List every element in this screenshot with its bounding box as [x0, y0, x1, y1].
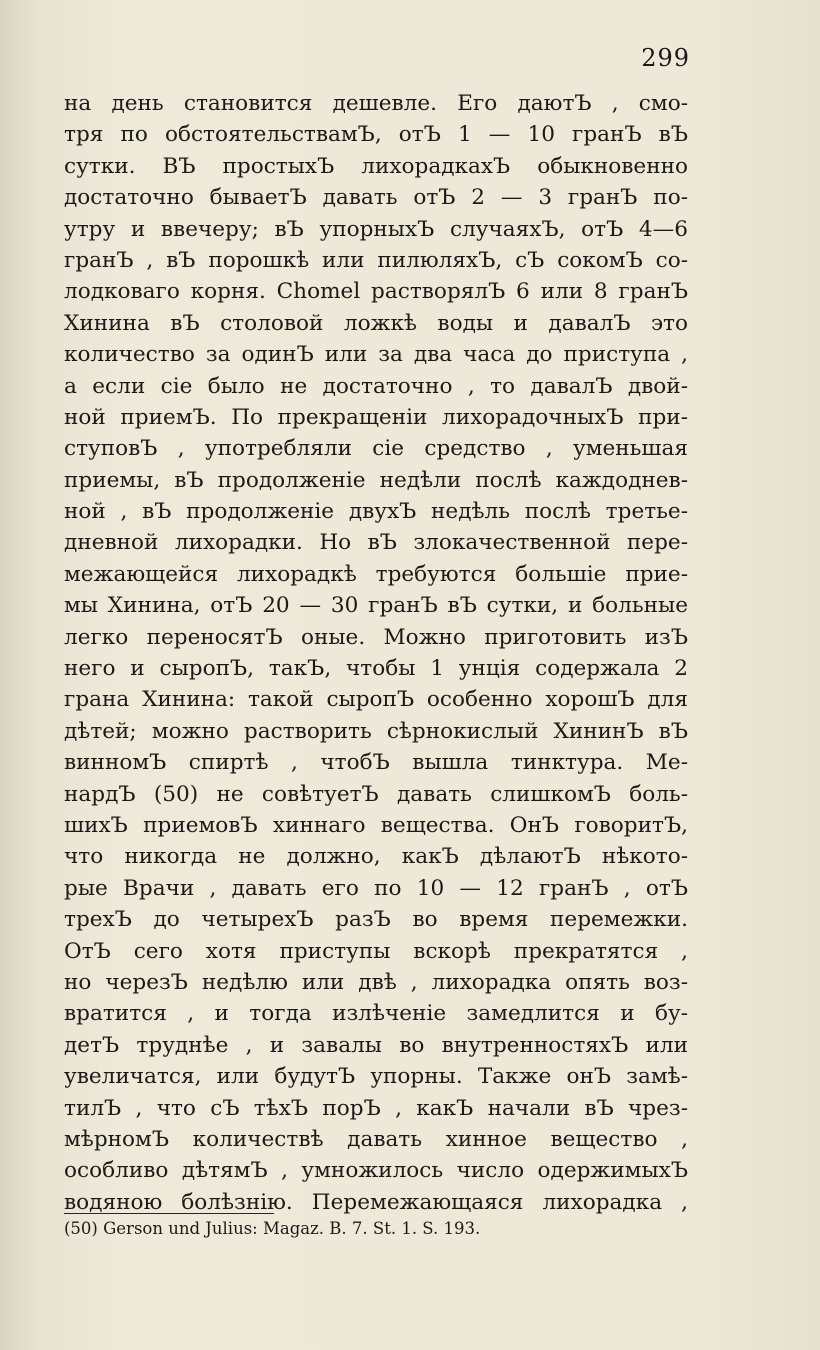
text-line: сутки. ВЪ простыхЪ лихорадкахЪ обыкновенно [64, 153, 688, 179]
text-line: вратится , и тогда излѣченіе замедлится и бу- [64, 1001, 688, 1027]
text-line: ступовЪ , употребляли сіе средство , уменьшая [64, 436, 688, 462]
text-line: него и сыропЪ, такЪ, чтобы 1 унція содержала 2 [64, 656, 688, 682]
page-number: 299 [641, 44, 690, 72]
body-text [64, 88, 688, 1218]
footnote: (50) Gerson und Julius: Magaz. B. 7. St. 1. S. 193. [64, 1219, 481, 1238]
text-line: водяною болѣзнію. Перемежающаяся лихорадка , [64, 1189, 688, 1215]
text-line: на день становится дешевле. Его даютЪ , смо- [64, 91, 688, 116]
text-line: но черезЪ недѣлю или двѣ , лихорадка опять воз- [64, 969, 688, 995]
text-line: шихЪ приемовЪ хиннаго вещества. ОнЪ говоритЪ, [64, 812, 688, 838]
text-line: трехЪ до четырехЪ разЪ во время перемежки. [64, 907, 688, 933]
text-line: межающейся лихорадкѣ требуются большіе прие- [64, 561, 688, 587]
text-line: достаточно бываетЪ давать отЪ 2 — 3 гранЪ по- [64, 185, 688, 211]
text-line: тилЪ , что сЪ тѣхЪ порЪ , какЪ начали вЪ чрез- [64, 1095, 688, 1121]
text-line: дѣтей; можно растворить сѣрнокислый ХининЪ вЪ [64, 718, 688, 744]
text-line: гранЪ , вЪ порошкѣ или пилюляхЪ, сЪ сокомЪ со- [64, 247, 688, 273]
text-line: нардЪ (50) не совѣтуетЪ давать слишкомЪ боль- [64, 781, 688, 807]
text-line: а если сіе было не достаточно , то давалЪ двой- [64, 373, 688, 399]
text-line: рые Врачи , давать его по 10 — 12 гранЪ , отЪ [64, 875, 688, 901]
text-line: легко переносятЪ оные. Можно приготовить изЪ [64, 624, 688, 650]
text-line: детЪ труднѣе , и завалы во внутренностяхЪ или [64, 1032, 688, 1058]
text-line: дневной лихорадки. Но вЪ злокачественной пере- [64, 530, 688, 556]
text-line: мѣрномЪ количествѣ давать хинное вещество , [64, 1126, 688, 1152]
text-line: ной , вЪ продолженіе двухЪ недѣль послѣ третье- [64, 499, 688, 525]
text-line: приемы, вЪ продолженіе недѣли послѣ каждоднев- [64, 467, 688, 493]
text-line: утру и ввечеру; вЪ упорныхЪ случаяхЪ, отЪ 4—6 [64, 216, 688, 242]
text-line: количество за одинЪ или за два часа до приступа , [64, 342, 688, 368]
text-line: Хинина вЪ столовой ложкѣ воды и давалЪ это [64, 310, 688, 336]
text-line: особливо дѣтямЪ , умножилось число одержимыхЪ [64, 1158, 688, 1184]
footnote-divider [64, 1213, 274, 1214]
text-line: лодковаго корня. Chomel растворялЪ 6 или 8 гранЪ [64, 279, 688, 305]
text-line: что никогда не должно, какЪ дѣлаютЪ нѣкото- [64, 844, 688, 870]
text-line: увеличатся, или будутЪ упорны. Также онЪ замѣ- [64, 1064, 688, 1090]
text-line: ной приемЪ. По прекращеніи лихорадочныхЪ при- [64, 404, 688, 430]
text-line: грана Хинина: такой сыропЪ особенно хорошЪ для [64, 687, 688, 713]
text-line: мы Хинина, отЪ 20 — 30 гранЪ вЪ сутки, и больные [64, 593, 688, 619]
text-line: тря по обстоятельствамЪ, отЪ 1 — 10 гранЪ вЪ [64, 122, 688, 148]
text-line: ОтЪ сего хотя приступы вскорѣ прекратятся , [64, 938, 688, 964]
text-line: винномЪ спиртѣ , чтобЪ вышла тинктура. Ме- [64, 750, 688, 776]
